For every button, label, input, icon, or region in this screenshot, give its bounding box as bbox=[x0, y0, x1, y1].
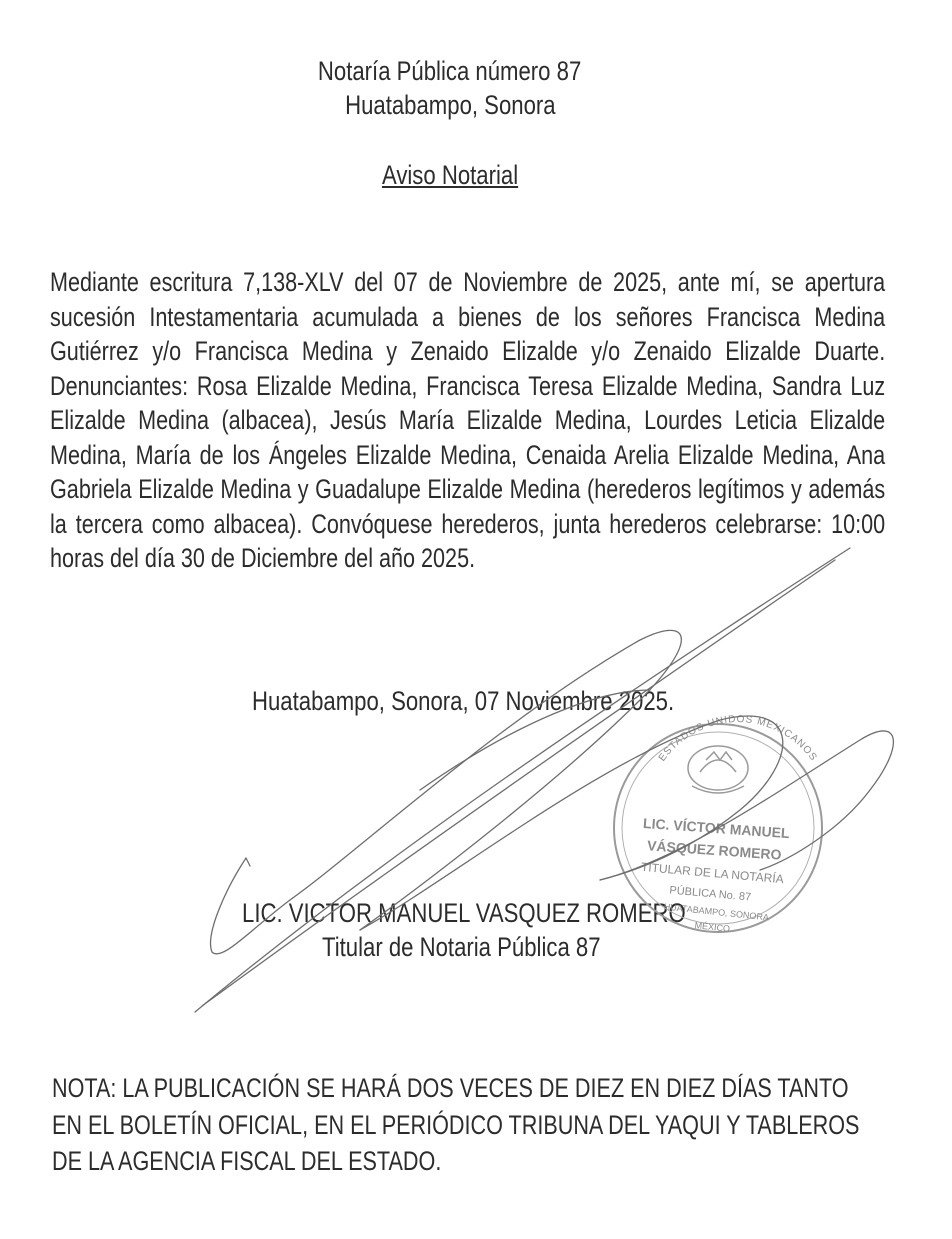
body-line: Medina, María de los Ángeles Elizalde Medina, Cenaida Arelia Elizalde Medina, Ana bbox=[50, 439, 886, 470]
place-date: Huatabampo, Sonora, 07 Noviembre 2025. bbox=[252, 686, 675, 716]
seal-line-1: LIC. VÍCTOR MANUEL bbox=[642, 814, 791, 842]
body-line: Denunciantes: Rosa Elizalde Medina, Francisca Teresa Elizalde Medina, Sandra Luz bbox=[50, 370, 886, 401]
note-line: NOTA: LA PUBLICACIÓN SE HARÁ DOS VECES DE DIEZ EN DIEZ DÍAS TANTO bbox=[52, 1073, 849, 1103]
body-line: Gabriela Elizalde Medina y Guadalupe Elizalde Medina (herederos legítimos y además bbox=[50, 474, 886, 504]
seal-line-2: VÁSQUEZ ROMERO bbox=[646, 837, 783, 863]
body-line: Mediante escritura 7,138-XLV del 07 de Noviembre de 2025, ante mí, se apertura bbox=[50, 267, 886, 297]
body-line: Gutiérrez y/o Francisca Medina y Zenaido Elizalde y/o Zenaido Elizalde Duarte. bbox=[50, 336, 886, 366]
body-line: Elizalde Medina (albacea), Jesús María Elizalde Medina, Lourdes Leticia Elizalde bbox=[50, 405, 886, 435]
notice-title: Aviso Notarial bbox=[381, 160, 519, 190]
notary-name: Notaría Pública número 87 bbox=[318, 56, 582, 86]
seal-line-4: PÚBLICA No. 87 bbox=[668, 884, 752, 904]
body-line: sucesión Intestamentaria acumulada a bienes de los señores Francisca Medina bbox=[50, 301, 886, 332]
note-line: EN EL BOLETÍN OFICIAL, EN EL PERIÓDICO TRIBUNA DEL YAQUI Y TABLEROS bbox=[52, 1109, 860, 1140]
body-line: la tercera como albacea). Convóquese herederos, junta herederos celebrarse: 10:00 bbox=[50, 508, 886, 539]
notary-city-line bbox=[0, 90, 900, 121]
notary-city: Huatabampo, Sonora bbox=[344, 90, 556, 120]
signer-title: Titular de Notaria Pública 87 bbox=[322, 932, 601, 962]
seal-line-5: HUATABAMPO, SONORA bbox=[663, 901, 770, 923]
notice-body bbox=[50, 265, 885, 576]
body-line: horas del día 30 de Diciembre del año 2025. bbox=[50, 543, 476, 573]
publication-note bbox=[52, 1070, 860, 1180]
seal-arc-text: ESTADOS UNIDOS MEXICANOS bbox=[656, 713, 820, 764]
notice-title-line bbox=[0, 160, 900, 191]
seal-line-3: TITULAR DE LA NOTARÍA bbox=[640, 859, 785, 887]
note-line: DE LA AGENCIA FISCAL DEL ESTADO. bbox=[52, 1146, 442, 1176]
signer-name: LIC. VICTOR MANUEL VASQUEZ ROMERO bbox=[242, 898, 686, 928]
coat-of-arms-icon bbox=[688, 746, 748, 793]
notary-name-line bbox=[0, 56, 900, 87]
seal-line-6: MÉXICO bbox=[694, 920, 731, 934]
